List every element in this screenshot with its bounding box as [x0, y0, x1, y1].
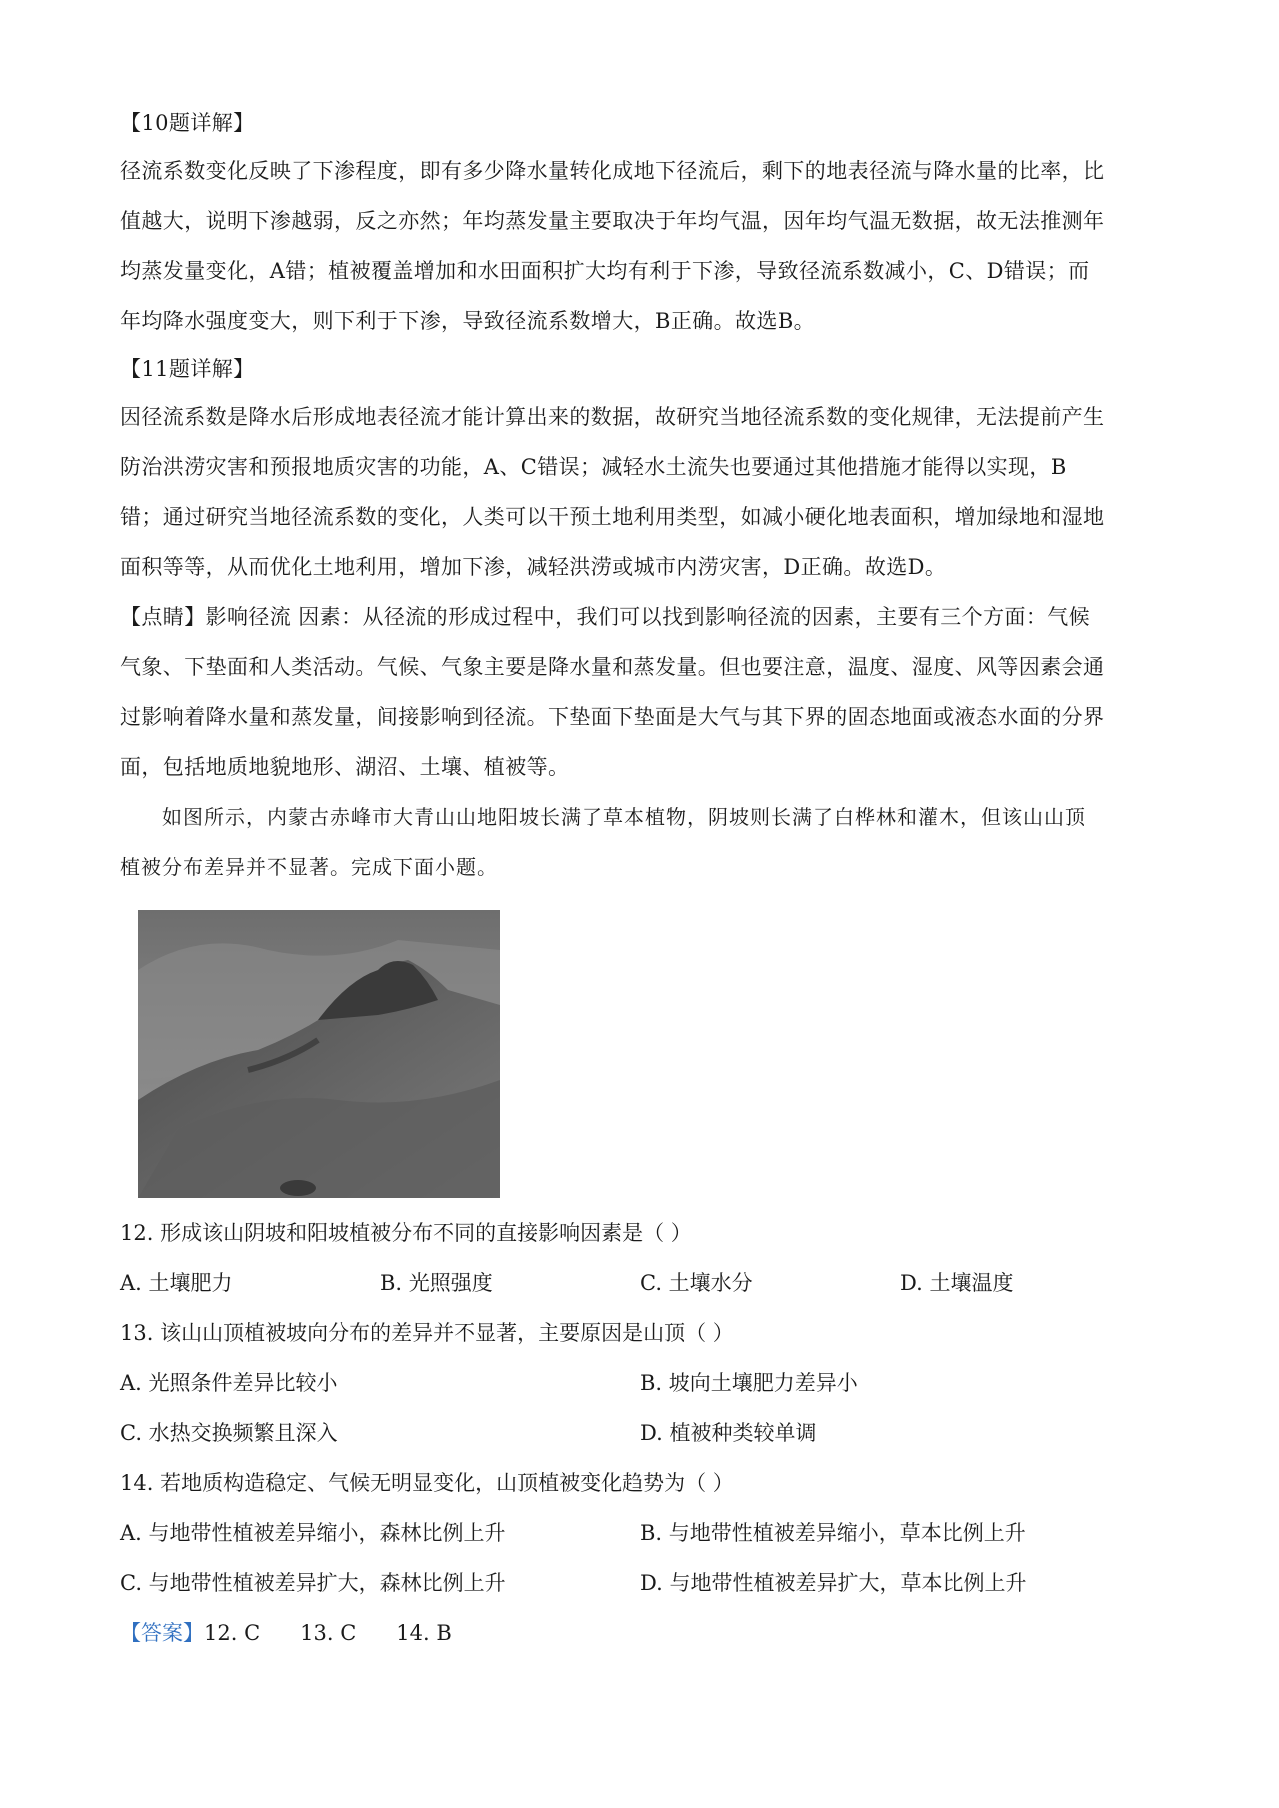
- option-b[interactable]: B. 光照强度: [380, 1271, 493, 1295]
- answer-item: 13. C: [300, 1621, 357, 1645]
- option-a[interactable]: A. 土壤肥力: [120, 1271, 233, 1295]
- q10-line: 值越大，说明下渗越弱，反之亦然；年均蒸发量主要取决于年均气温，因年均气温无数据，故无法推测年: [120, 209, 1105, 233]
- answer-tag: 【答案】: [120, 1621, 204, 1645]
- mountain-photo: [138, 910, 500, 1198]
- option-c[interactable]: C. 土壤水分: [640, 1271, 753, 1295]
- option-b[interactable]: B. 与地带性植被差异缩小，草本比例上升: [640, 1521, 1026, 1545]
- question-stem: 14. 若地质构造稳定、气候无明显变化，山顶植被变化趋势为（ ）: [120, 1471, 734, 1495]
- q11-line: 面积等等，从而优化土地利用，增加下渗，减轻洪涝或城市内涝灾害，D正确。故选D。: [120, 555, 947, 579]
- option-d[interactable]: D. 与地带性植被差异扩大，草本比例上升: [640, 1571, 1027, 1595]
- tip-line: 过影响着降水量和蒸发量，间接影响到径流。下垫面下垫面是大气与其下界的固态地面或液态水面的分界: [120, 705, 1105, 729]
- tip-line: 【点睛】影响径流 因素：从径流的形成过程中，我们可以找到影响径流的因素，主要有三个方面：气候: [120, 605, 1091, 629]
- answer-item: 12. C: [204, 1621, 261, 1645]
- q10-heading: 【10题详解】: [120, 111, 255, 135]
- q10-line: 年均降水强度变大，则下利于下渗，导致径流系数增大，B正确。故选B。: [120, 309, 816, 333]
- intro-line: 植被分布差异并不显著。完成下面小题。: [120, 855, 498, 879]
- q11-heading: 【11题详解】: [120, 357, 255, 381]
- answer-line: [120, 1608, 1160, 1658]
- question-stem: 13. 该山山顶植被坡向分布的差异并不显著，主要原因是山顶（ ）: [120, 1321, 734, 1345]
- question-options: [120, 1408, 1160, 1458]
- q11-line: 因径流系数是降水后形成地表径流才能计算出来的数据，故研究当地径流系数的变化规律，无法提前产生: [120, 405, 1105, 429]
- option-c[interactable]: C. 水热交换频繁且深入: [120, 1421, 338, 1445]
- option-d[interactable]: D. 土壤温度: [900, 1271, 1014, 1295]
- q11-line: 防治洪涝灾害和预报地质灾害的功能，A、C错误；减轻水土流失也要通过其他措施才能得以实现，B: [120, 455, 1067, 479]
- question-stem: 12. 形成该山阴坡和阳坡植被分布不同的直接影响因素是（ ）: [120, 1221, 692, 1245]
- option-c[interactable]: C. 与地带性植被差异扩大，森林比例上升: [120, 1571, 506, 1595]
- intro-line: 如图所示，内蒙古赤峰市大青山山地阳坡长满了草本植物，阴坡则长满了白桦林和灌木，但该山山顶: [162, 805, 1086, 829]
- document-page: [120, 100, 1160, 1658]
- option-d[interactable]: D. 植被种类较单调: [640, 1421, 817, 1445]
- option-b[interactable]: B. 坡向土壤肥力差异小: [640, 1371, 858, 1395]
- q10-line: 均蒸发量变化，A错；植被覆盖增加和水田面积扩大均有利于下渗，导致径流系数减小，C、D错误；而: [120, 259, 1090, 283]
- question-options: [120, 1558, 1160, 1608]
- q11-line: 错；通过研究当地径流系数的变化，人类可以干预土地利用类型，如减小硬化地表面积，增加绿地和湿地: [120, 505, 1105, 529]
- q10-line: 径流系数变化反映了下渗程度，即有多少降水量转化成地下径流后，剩下的地表径流与降水量的比率，比: [120, 159, 1105, 183]
- option-a[interactable]: A. 光照条件差异比较小: [120, 1371, 338, 1395]
- answer-item: 14. B: [396, 1621, 452, 1645]
- option-a[interactable]: A. 与地带性植被差异缩小，森林比例上升: [120, 1521, 506, 1545]
- question-options: [120, 1258, 1160, 1308]
- question-options: [120, 1508, 1160, 1558]
- question-options: [120, 1358, 1160, 1408]
- tip-line: 气象、下垫面和人类活动。气候、气象主要是降水量和蒸发量。但也要注意，温度、湿度、风等因素会通: [120, 655, 1105, 679]
- tip-line: 面，包括地质地貌地形、湖沼、土壤、植被等。: [120, 755, 570, 779]
